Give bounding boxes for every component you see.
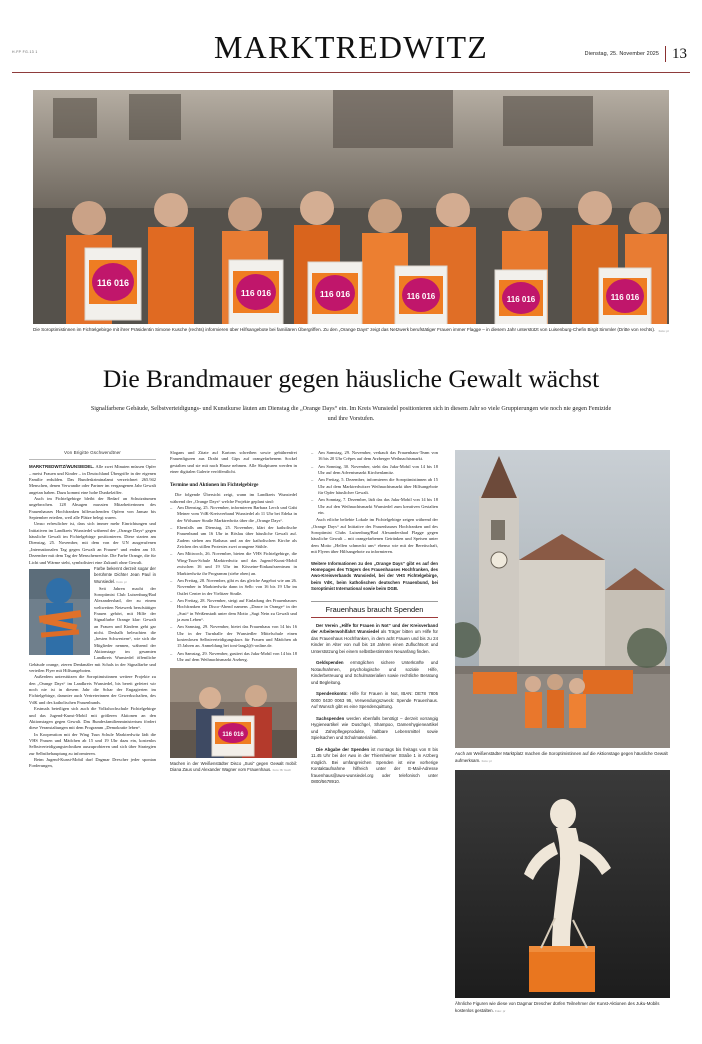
list-item: – Am Mittwoch, 26. November, bieten die VHS Fichtelgebirge, die Wing-Tsun-Schule Marktredwitz und das Jugend-Kunst-Mobil zwischen 16 und 19 Uhr im Kösseine-Einkaufszentrum in Marktredwitz ihr Programm (siehe oben) an. bbox=[170, 551, 297, 576]
list-item: – Ebenfalls am Dienstag, 25. November, klärt der katholische Frauenbund um 16 Uhr in Röslau über häusliche Gewalt auf. Zudem stehen am Rathaus und an der katholischen Kirche als Zeichen des stillen Protestes zwei orangene Stühle. bbox=[170, 525, 297, 550]
donation-box-rule bbox=[311, 617, 438, 618]
hero-caption-text: Die Soroptimistinnen im Fichtelgebirge mit ihrer Präsidentin Simone Kusche (rechts) informieren über Hilfsangebote bei familiären Übergriffen. Zu den „Orange Days“ zeigt das Netzwerk berufstätiger Frauen immer Flagge – in diesem Jahr unterstützt von Luisenburg-Chefin Birgit Simmler (Dritte von rechts). bbox=[33, 327, 656, 332]
paragraph: Außerdem unterstützen die Soroptimistinnen weitere Projekte zu den „Orange Days“ im Landkreis Wunsiedel, bis bereit gefeiert wir noch nie ist in diesem Jahr die Schar der Engagierten im Fichtelgebirge, darunter auch Vertreterinnen der Gewerkschaften, des VdK und des katholischen Frauenbunds. bbox=[29, 674, 156, 705]
hero-photo bbox=[33, 90, 669, 324]
disco-photo-caption bbox=[170, 761, 297, 774]
donation-lead: Die Abgabe der Spenden bbox=[316, 746, 370, 752]
paragraph-text: Alle zwei Minuten müssen Opfer – meist Frauen und Kinder – in Deutschland Übergriffe in der eigenen Familie erdulden. Das Bundeskriminalamt verzeichnet 265.942 Menschen, denen Verwandte oder Partner im vergangenen Jahr Gewalt angetan haben. Dazu kommt eine hohe Dunkelziffer. bbox=[29, 464, 156, 495]
svg-text:116 016: 116 016 bbox=[319, 289, 351, 299]
page-number: 13 bbox=[672, 45, 687, 62]
caption-text: Ähnliche Figuren wie diese von Dagmar Drescher dürfen Teilnehmer der Kunst-Aktionen des Juku-Mobils kostenlos gestalten. bbox=[455, 1001, 660, 1013]
list-item: – Am Dienstag, 25. November, informieren Barbara Lerch und Gabi Meiner vom VdK-Kreisverband Wunsiedel ab 11 Uhr bei Edeka in der Wölsauer Straße Marktredwitz über die „Orange Days“. bbox=[170, 505, 297, 524]
donation-text: als Träger bitten um Hilfe für das Frauenhaus Hochfranken, in dem acht Frauen und bis zu 24 Kinder im Alter von null bis 18 Jahren einen Zufluchtsort und Unterstützung bei einem selbstbestimmten Neuanfang finden. bbox=[311, 629, 438, 654]
paragraph bbox=[29, 464, 156, 496]
list-item: – Am Sonntag, 30. November, steht das Juku-Mobil von 14 bis 18 Uhr auf dem Adventsmarkt Kirchenlamitz. bbox=[311, 464, 438, 477]
events-list-column-2 bbox=[170, 505, 297, 663]
church-photo-caption bbox=[455, 751, 670, 765]
masthead-right bbox=[585, 46, 687, 62]
donation-paragraph bbox=[311, 691, 438, 711]
caption-text: Auch am Weißenstädter Marktplatz machen die Soroptimistinnen auf die Aktionstage gegen häusliche Gewalt aufmerksam. bbox=[455, 751, 668, 763]
paragraph: Die folgende Übersicht zeigt, wann im Landkreis Wunsiedel während der „Orange Days“ welche Projekte geplant sind: bbox=[170, 492, 297, 504]
byline: Von Brigitte Gschwendtner bbox=[29, 450, 156, 460]
donation-text: Hilfe für Frauen in Not, IBAN: DE78 7805 0000 0430 0063 95, Verwendungszweck: Spende Frauenhaus. Auf Wunsch gibt es eine Spendenquittung. bbox=[311, 691, 438, 710]
events-list-column-3 bbox=[311, 450, 438, 516]
sculpture-photo-caption bbox=[94, 566, 156, 586]
right-photo-2-block bbox=[455, 770, 670, 1015]
wire-figure-illustration bbox=[455, 770, 670, 998]
donation-lead: Geldspenden bbox=[316, 660, 344, 666]
paragraph: Erstmals beteiligen sich auch die Volkshochschule Fichtelgebirge und das Jugend-Kunst-Mobil mit größeren Aktionen an den Aktionstagen gegen Gewalt. Das Bundesfamilienministerium fördert diese Veranstaltungen mit dem Programm „Demokratie leben“. bbox=[29, 706, 156, 731]
svg-text:116 016: 116 016 bbox=[240, 288, 272, 298]
svg-text:116 016: 116 016 bbox=[406, 292, 436, 301]
svg-text:116 016: 116 016 bbox=[222, 732, 244, 739]
donation-text: ist montags bis freitags von 8 bis 11.45 Uhr bei der Awo in der Thiersheimer Straße 1 in Arzberg möglich. Bei umfangreichen Spenden ist eine vorherige Kontaktaufnahme hilfreich unter der E-Mail-Adresse frauenhaus@awo-wunsiedel.org oder telefonisch unter 0800/5678910. bbox=[311, 746, 439, 785]
sculpture-illustration bbox=[29, 569, 90, 655]
section-subhead-termine: Termine und Aktionen im Fichtelgebirge bbox=[170, 482, 259, 489]
text-column-1 bbox=[29, 450, 156, 770]
photo-credit: Foto: pr bbox=[116, 580, 127, 585]
list-item: – Am Sonntag, 7. Dezember, lädt das das Juku-Mobil von 14 bis 18 Uhr auf den Weihnachtsmarkt Wunsiedel zum kreativen Gestalten ein. bbox=[311, 497, 438, 516]
list-item: – Am Samstag, 29. November, gastiert das Juku-Mobil von 14 bis 18 Uhr auf dem Weihnachtsmarkt Arzberg. bbox=[170, 651, 297, 664]
masthead-rule bbox=[12, 72, 690, 73]
donation-paragraph bbox=[311, 716, 438, 742]
paragraph: Beim Jugend-Kunst-Mobil darf Dagmar Drescher jeder spontan Forderungen, bbox=[29, 756, 156, 769]
sculpture-photo bbox=[29, 569, 90, 655]
svg-text:116 016: 116 016 bbox=[506, 295, 536, 304]
donation-box-title: Frauenhaus braucht Spenden bbox=[311, 601, 438, 617]
svg-text:116 016: 116 016 bbox=[96, 278, 130, 288]
masthead bbox=[0, 30, 702, 82]
paragraph: In Kooperation mit der Wing Tsun Schule Marktredwitz lädt die VHS Frauen und Mädchen ab 15 und 19 Uhr dazu ein, kostenlos Selbstverteidigungstechniken auszuprobieren und sich über Strategien zur Selbstbehauptung zu informieren. bbox=[29, 731, 156, 756]
wire-figure-photo-caption bbox=[455, 1001, 670, 1015]
church-photo bbox=[455, 450, 670, 748]
church-illustration bbox=[455, 450, 670, 748]
disco-photo bbox=[170, 668, 297, 758]
caption-text: Machen in der Weißenstädter Disco „Susi“ gegen Gewalt mobil: Diana Zaus und Alexander Wagner vom Frauenhaus. bbox=[170, 760, 297, 773]
photo-credit: Foto: Br Gsch bbox=[272, 768, 292, 773]
text-column-2 bbox=[170, 450, 297, 774]
disco-illustration bbox=[170, 668, 297, 758]
donation-lead: Spendenkonto: bbox=[316, 691, 348, 697]
paragraph: Auch im Fichtelgebirge bleibt der Bedarf an Schutzräumen ungebrochen. 128 Absagen mussten Mitarbeiterinnen des Frauenhauses Hochfranken hilfesuchenden Opfern von Januar bis September erteilen, weil alle Plätze belegt waren. bbox=[29, 496, 156, 521]
donation-paragraph bbox=[311, 660, 438, 686]
caption-text: Farbe bekennt derzeit sogar der berühmte Dichter Jean Paul in Wunsiedel. bbox=[94, 565, 156, 585]
publication-date: Dienstag, 25. November 2025 bbox=[584, 51, 659, 57]
hero-photo-illustration bbox=[33, 90, 669, 324]
article-subheadline: Signalfarbene Gebäude, Selbstverteidigungs- und Kunstkurse läuten am Dienstag die „Orange Days“ ein. Im Kreis Wunsiedel positionieren sich in diesem Jahr so viele Gruppierungen wie noch nie gegen Femizide und ihre Vorstufen. bbox=[90, 406, 612, 423]
donation-paragraph bbox=[311, 747, 438, 786]
hero-photo-credit: Foto: pr bbox=[658, 329, 669, 333]
masthead-edition-code: H.FP FG.13 1 bbox=[12, 50, 38, 54]
text-column-3 bbox=[311, 450, 438, 791]
donation-lead: Der Verein „Hilfe für Frauen in Not“ und der Kreisverband der Arbeiterwohlfahrt Wunsiedel bbox=[311, 622, 438, 635]
donation-lead: Sachspenden bbox=[316, 715, 345, 721]
article-headline: Die Brandmauer gegen häusliche Gewalt wächst bbox=[102, 364, 600, 393]
right-photo-1-block bbox=[455, 450, 670, 765]
wire-figure-photo bbox=[455, 770, 670, 998]
paragraph: Slogans und Zitate auf Kartons schreiben sowie gebührenfrei Frauenfiguren aus Draht und Gips auf orangefarbenem Sockel gestalten und sie mit nach Hause nehmen. Alle Skulpturen werden in einer digitalen Galerie veröffentlicht. bbox=[170, 450, 297, 475]
photo-credit: Foto: pr bbox=[495, 1008, 506, 1013]
hero-photo-caption bbox=[33, 326, 669, 335]
paragraph: Seit Jahren macht der Soroptimist Club Luisenburg/Bad Alexandersbad, der zu einem weltweiten Netzwerk berufstätiger Frauen gehört, mit Hilfe der Signalfarbe Orange klar: Gewalt an Frauen und Kindern geht gar nicht. Deshalb beleuchten die „besten Schwestern“, wie sich die Mitglieder nennen, während der Aktionstage im gesamten Landkreis Wunsiedel öffentliche Gebäude orange, zieren Denkmäler mit Schals in der Signalfarbe und verteilen Flyer mit Hilfsangeboten. bbox=[29, 585, 156, 674]
masthead-divider bbox=[665, 46, 666, 62]
list-item: – Am Samstag, 29. November, verkauft das Frauenhaus-Team von 16 bis 20 Uhr Crêpes auf dem Arzberger Weihnachtsmarkt. bbox=[311, 450, 438, 463]
svg-text:116 016: 116 016 bbox=[610, 293, 640, 302]
paragraph: Umso erfreulicher ist, dass sich immer mehr Einrichtungen und Initiativen im Landkreis Wunsiedel während der „Orange Days“ gegen häusliche Gewalt im Fichtelgebirge positionieren. Diese starten am Dienstag, 25. November, mit dem von der UN ausgerufenen „Internationalen Tag gegen Gewalt an Frauen“ und enden am 10. Dezember mit dem Tag der Menschenrechte. Die Farbe Orange, die für Licht und Wärme steht, symbolisiert eine Zukunft ohne Gewalt. bbox=[29, 521, 156, 565]
donation-box-body bbox=[311, 623, 438, 786]
list-item: – Am Freitag, 28. November, steigt auf Einladung des Frauenhauses Hochfranken ein Disco-Abend namens „Dance in Orange“ in der „Susi“ in Weißenstadt unter dem Motto „Sagt Nein zu Gewalt und ja zum Leben“. bbox=[170, 598, 297, 623]
list-item: – Am Freitag, 5. Dezember, informieren die Soroptimistinnen ab 15 Uhr auf dem Marktredwitzer Weihnachtsmarkt über Hilfsangebote für Opfer häuslicher Gewalt. bbox=[311, 477, 438, 496]
donation-paragraph bbox=[311, 623, 438, 656]
paragraph: Auch etliche beliebte Lokale im Fichtelgebirge zeigen während der „Orange Days“ auf Initiative des Frauenhauses Hochfranken und des Soroptimist Clubs Luisenburg/Bad Alexandersbad Flagge gegen häusliche Gewalt – mit orangefarbenen Getränken und Speisen unter dem Motto „Helfen schmeckt uns“ ebenso wie mit der Bereitschaft, mit Flyern über Hilfsangebote zu informieren. bbox=[311, 517, 438, 555]
donation-text: ermöglichen sichere Unterkünfte und Notaufnahmen, psychologische und soziale Hilfe, Kinderbetreuung und Schulmaterialien sowie rechtliche Beratung und Begleitung. bbox=[311, 660, 438, 685]
list-item: – Am Freitag, 28. November, gibt es das gleiche Angebot wie am 26. November in Marktredwitz dann in Selb: von 16 bis 19 Uhr im Outlet Center in der Vielitzer Straße. bbox=[170, 578, 297, 597]
info-block: Weitere Informationen zu den „Orange Days“ gibt es auf den Homepages des Trägers des Frauenhauses Hochfranken, des Awo-Kreisverbands Wunsiedel, bei der VHS Fichtelgebirge, beim VdK, beim katholischen deutschen Frauenbund, bei Soroptimist International sowie beim DGB. bbox=[311, 560, 438, 592]
page-title: MARKTREDWITZ bbox=[214, 29, 488, 65]
dateline: MARKTREDWITZ/WUNSIEDEL. bbox=[29, 464, 95, 470]
photo-credit: Foto: pr bbox=[481, 758, 492, 763]
donation-text: werden ebenfalls benötigt – derzeit vorrangig Hygieneartikel wie Duschgel, Shampoo, Damenhygieneartikel und Zahnpflegeprodukte, haltbare Lebensmittel sowie Spielsachen und Schulmaterialien. bbox=[311, 715, 438, 741]
list-item: – Am Samstag, 29. November, bietet das Frauenhaus von 14 bis 16 Uhr in der Turnhalle der Wunsiedler Mittelschule einen kostenlosen Selbstverteidigungskurs für Frauen und Mädchen ab 15 Jahren an. Anmeldung bei toni-lang2@t-online.de. bbox=[170, 624, 297, 649]
